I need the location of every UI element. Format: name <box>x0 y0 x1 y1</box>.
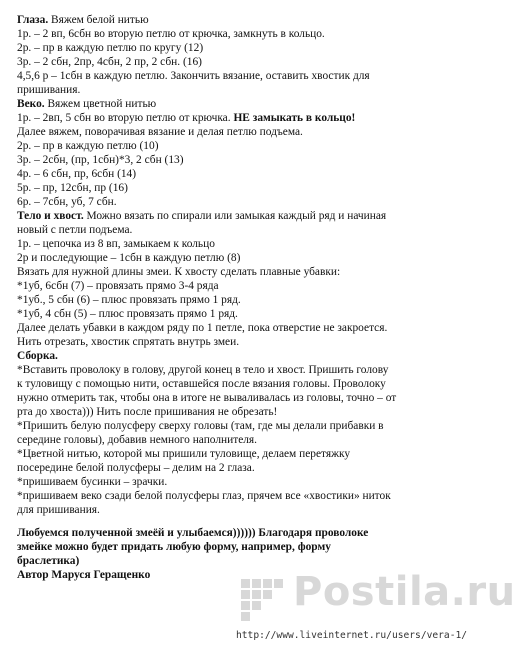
text-line <box>17 69 370 83</box>
text-line <box>17 223 132 237</box>
text-line <box>17 405 277 419</box>
text-line <box>17 139 159 153</box>
text-run: новый с петли подъема. <box>17 224 133 236</box>
text-line <box>17 265 340 279</box>
text-line <box>17 111 355 125</box>
bold-text: Любуемся полученной змеёй и улыбаемся)))))) Благодаря проволоке <box>17 527 369 539</box>
text-line <box>17 377 386 391</box>
bold-text: Автор Маруся Геращенко <box>17 569 151 581</box>
text-run: *1уб, 4 сбн (5) – плюс провязать прямо 1 ряд. <box>17 308 238 320</box>
text-run: для пришивания. <box>17 504 100 516</box>
text-line <box>17 503 100 517</box>
text-line <box>17 251 240 265</box>
text-run: Вяжем цветной нитью <box>44 98 157 110</box>
text-line <box>17 363 388 377</box>
bold-text: НЕ замыкать в кольцо! <box>233 112 356 124</box>
text-line <box>17 125 303 139</box>
text-line <box>17 97 156 111</box>
text-run: 2р и последующие – 1сбн в каждую петлю (8) <box>17 252 241 264</box>
text-line <box>17 433 257 447</box>
text-line <box>17 419 384 433</box>
bold-text: Тело и хвост. <box>17 210 84 222</box>
text-line <box>17 293 241 307</box>
text-line <box>17 447 350 461</box>
text-run: *Пришить белую полусферу сверху головы (там, где мы делали прибавки в <box>17 420 384 432</box>
text-run: *1уб., 5 сбн (6) – плюс провязать прямо 1 ряд. <box>17 294 241 306</box>
text-run: 2р. – пр в каждую петлю по кругу (12) <box>17 42 204 54</box>
text-run: нужно отмерить так, чтобы она в итоге не вываливалась из головы, точно – от <box>17 392 397 404</box>
text-line <box>17 526 368 540</box>
text-line <box>17 209 386 223</box>
text-line <box>17 307 238 321</box>
text-run: к туловищу с помощью нити, оставшейся после вязания головы. Проволоку <box>17 378 386 390</box>
text-run: Вязать для нужной длины змеи. К хвосту сделать плавные убавки: <box>17 266 341 278</box>
text-line <box>17 540 331 554</box>
text-run: середине головы), добавив немного наполнителя. <box>17 434 258 446</box>
text-run: Далее вяжем, поворачивая вязание и делая петлю подъема. <box>17 126 303 138</box>
text-line <box>17 335 239 349</box>
text-run: рта до хвоста))) Нить после пришивания не обрезать! <box>17 406 278 418</box>
text-run: 4,5,6 р – 1сбн в каждую петлю. Закончить вязание, оставить хвостик для <box>17 70 370 82</box>
text-run: *1уб, 6сбн (7) – провязать прямо 3-4 ряда <box>17 280 219 292</box>
text-run: *Цветной нитью, которой мы пришили туловище, делаем перетяжку <box>17 448 351 460</box>
text-run: Вяжем белой нитью <box>48 14 149 26</box>
text-run: Далее делать убавки в каждом ряду по 1 петле, пока отверстие не закроется. <box>17 322 388 334</box>
bold-text: змейке можно будет придать любую форму, например, форму <box>17 541 331 553</box>
text-line <box>17 554 79 568</box>
text-run: пришивания. <box>17 84 81 96</box>
text-line <box>17 568 150 582</box>
text-run: посередине белой полусферы – делим на 2 глаза. <box>17 462 255 474</box>
postila-watermark <box>237 565 516 627</box>
text-run: *Вставить проволоку в голову, другой конец в тело и хвост. Пришить голову <box>17 364 389 376</box>
text-line <box>17 153 184 167</box>
text-run: 1р. – цепочка из 8 вп, замыкаем к кольцо <box>17 238 215 250</box>
text-run: 5р. – пр, 12сбн, пр (16) <box>17 182 128 194</box>
text-line <box>17 349 58 363</box>
postila-logo-text: Postila.ru <box>293 569 516 615</box>
text-run: Нить отрезать, хвостик спрятать внутрь змеи. <box>17 336 240 348</box>
text-run: *пришиваем веко сзади белой полусферы глаз, прячем все «хвостики» ниток <box>17 490 391 502</box>
text-run: 1р. – 2 вп, 6сбн во вторую петлю от крючка, замкнуть в кольцо. <box>17 28 325 40</box>
text-run: *пришиваем бусинки – зрачки. <box>17 476 168 488</box>
text-line <box>17 391 396 405</box>
text-run: 6р. – 7сбн, уб, 7 сбн. <box>17 196 117 208</box>
text-line <box>17 279 219 293</box>
text-run: 4р. – 6 сбн, пр, 6сбн (14) <box>17 168 137 180</box>
text-line <box>17 13 149 27</box>
text-line <box>17 167 136 181</box>
text-line <box>17 195 117 209</box>
bold-text: браслетика) <box>17 555 80 567</box>
text-line <box>17 321 387 335</box>
text-line <box>17 475 167 489</box>
text-line <box>17 41 203 55</box>
text-line <box>17 181 128 195</box>
text-line <box>17 55 202 69</box>
bold-text: Глаза. <box>17 14 49 26</box>
text-line <box>17 237 215 251</box>
text-line <box>17 461 255 475</box>
text-run: 1р. – 2вп, 5 сбн во вторую петлю от крючка. <box>17 112 234 124</box>
text-run: Можно вязать по спирали или замыкая каждый ряд и начиная <box>83 210 387 222</box>
text-line <box>17 83 80 97</box>
text-run: 2р. – пр в каждую петлю (10) <box>17 140 159 152</box>
text-run: 3р. – 2 сбн, 2пр, 4сбн, 2 пр, 2 сбн. (16) <box>17 56 202 68</box>
text-run: 3р. – 2сбн, (пр, 1сбн)*3, 2 сбн (13) <box>17 154 184 166</box>
text-line <box>17 27 325 41</box>
text-line <box>17 489 391 503</box>
bold-text: Сборка. <box>17 350 58 362</box>
source-url: http://www.liveinternet.ru/users/vera-1/ <box>236 630 468 641</box>
bold-text: Веко. <box>17 98 45 110</box>
